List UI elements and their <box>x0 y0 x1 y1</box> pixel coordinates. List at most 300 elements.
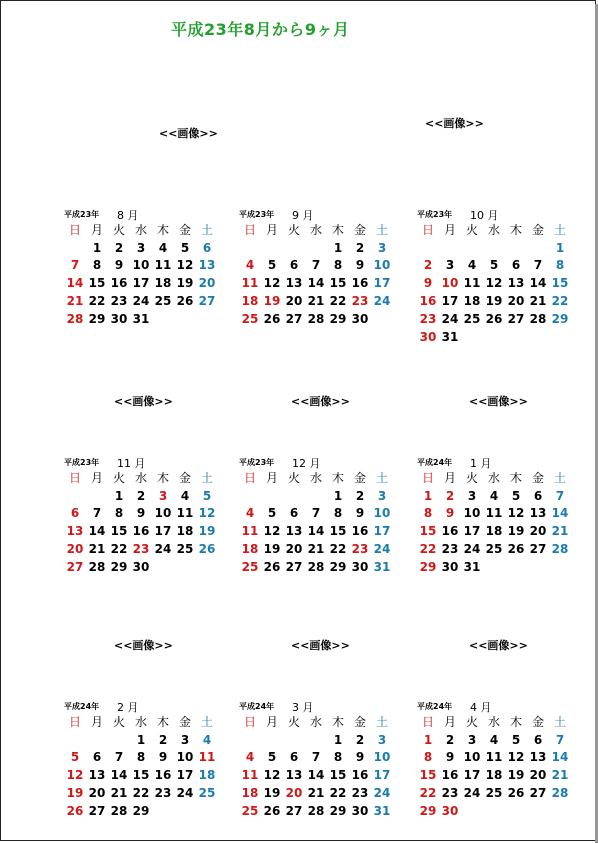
day-cell: 13 <box>285 768 303 783</box>
weekday-label: 木 <box>509 222 522 237</box>
day-cell: 11 <box>485 506 503 521</box>
week-row <box>64 766 222 784</box>
weekday-header-row <box>417 221 575 239</box>
day-cell: 10 <box>463 750 481 765</box>
weekday-label: 金 <box>531 470 544 485</box>
calendar-month: 4 月 <box>470 701 492 714</box>
day-cell: 20 <box>529 768 547 783</box>
day-cell: 8 <box>333 750 343 765</box>
day-cell: 5 <box>267 750 277 765</box>
calendar-month: 10 月 <box>470 209 499 222</box>
day-cell: 9 <box>355 506 365 521</box>
image-placeholder: <<画像>> <box>114 639 173 652</box>
day-cell: 10 <box>176 750 194 765</box>
day-cell: 1 <box>333 240 343 255</box>
day-cell: 30 <box>441 559 459 574</box>
day-cell: 1 <box>92 240 102 255</box>
week-row <box>239 310 397 328</box>
weekday-label: 金 <box>178 470 191 485</box>
calendar-era: 平成23年 <box>239 458 275 467</box>
weekday-label: 月 <box>443 714 456 729</box>
day-cell: 12 <box>507 750 525 765</box>
day-cell: 18 <box>463 294 481 309</box>
week-row <box>64 505 222 523</box>
day-cell: 24 <box>463 542 481 557</box>
calendar-month: 2 月 <box>117 701 139 714</box>
day-cell: 9 <box>355 750 365 765</box>
day-cell: 20 <box>529 524 547 539</box>
weekday-header-row <box>417 469 575 487</box>
day-cell: 5 <box>489 258 499 273</box>
week-row <box>417 310 575 328</box>
week-row <box>64 239 222 257</box>
day-cell: 5 <box>180 240 190 255</box>
weekday-label: 月 <box>90 470 103 485</box>
day-cell: 1 <box>114 488 124 503</box>
day-cell: 10 <box>154 506 172 521</box>
day-cell: 4 <box>245 506 255 521</box>
weekday-label: 日 <box>68 470 81 485</box>
day-cell: 9 <box>445 506 455 521</box>
day-cell: 10 <box>373 750 391 765</box>
month-calendar <box>239 207 397 328</box>
weekday-label: 水 <box>487 714 500 729</box>
image-placeholder: <<画像>> <box>159 127 218 140</box>
weekday-header-row <box>239 469 397 487</box>
weekday-label: 火 <box>287 714 300 729</box>
week-row <box>239 274 397 292</box>
day-cell: 29 <box>132 803 150 818</box>
week-row <box>64 274 222 292</box>
weekday-label: 木 <box>509 470 522 485</box>
day-cell: 12 <box>198 506 216 521</box>
day-cell: 3 <box>377 240 387 255</box>
day-cell: 15 <box>110 524 128 539</box>
day-cell: 15 <box>88 276 106 291</box>
day-cell: 1 <box>423 488 433 503</box>
day-cell: 22 <box>419 542 437 557</box>
day-cell: 1 <box>555 240 565 255</box>
day-cell: 23 <box>132 542 150 557</box>
day-cell: 13 <box>88 768 106 783</box>
day-cell: 16 <box>351 768 369 783</box>
calendar-header <box>417 699 575 713</box>
day-cell: 8 <box>423 750 433 765</box>
day-cell: 27 <box>529 542 547 557</box>
weekday-label: 火 <box>112 470 125 485</box>
day-cell: 19 <box>485 294 503 309</box>
day-cell: 10 <box>132 258 150 273</box>
day-cell: 26 <box>507 786 525 801</box>
weekday-label: 火 <box>465 222 478 237</box>
day-cell: 27 <box>507 311 525 326</box>
day-cell: 14 <box>307 276 325 291</box>
weekday-label: 火 <box>465 714 478 729</box>
day-cell: 3 <box>158 488 168 503</box>
calendar-era: 平成24年 <box>417 702 453 711</box>
day-cell: 5 <box>511 732 521 747</box>
day-cell: 20 <box>88 786 106 801</box>
weekday-label: 金 <box>353 714 366 729</box>
weekday-label: 月 <box>443 222 456 237</box>
day-cell: 9 <box>445 750 455 765</box>
day-cell: 26 <box>263 559 281 574</box>
day-cell: 2 <box>355 240 365 255</box>
weekday-header-row <box>417 713 575 731</box>
day-cell: 27 <box>285 803 303 818</box>
day-cell: 9 <box>114 258 124 273</box>
day-cell: 3 <box>180 732 190 747</box>
day-cell: 18 <box>154 276 172 291</box>
week-row <box>417 540 575 558</box>
weekday-label: 月 <box>265 222 278 237</box>
day-cell: 2 <box>136 488 146 503</box>
calendar-header <box>64 455 222 469</box>
day-cell: 18 <box>198 768 216 783</box>
day-cell: 29 <box>88 311 106 326</box>
day-cell: 29 <box>419 803 437 818</box>
page-title: 平成23年8月から9ヶ月 <box>171 20 350 39</box>
calendar-header <box>239 455 397 469</box>
image-placeholder: <<画像>> <box>425 117 484 130</box>
week-row <box>239 505 397 523</box>
day-cell: 21 <box>529 294 547 309</box>
day-cell: 11 <box>241 276 259 291</box>
day-cell: 6 <box>533 732 543 747</box>
day-cell: 18 <box>176 524 194 539</box>
calendar-month: 11 月 <box>117 457 146 470</box>
day-cell: 10 <box>373 258 391 273</box>
day-cell: 13 <box>285 276 303 291</box>
day-cell: 12 <box>263 524 281 539</box>
day-cell: 17 <box>373 768 391 783</box>
day-cell: 11 <box>198 750 216 765</box>
day-cell: 20 <box>285 786 303 801</box>
week-row <box>239 292 397 310</box>
image-placeholder: <<画像>> <box>469 395 528 408</box>
day-cell: 4 <box>245 750 255 765</box>
day-cell: 16 <box>154 768 172 783</box>
day-cell: 11 <box>241 768 259 783</box>
weekday-label: 金 <box>353 470 366 485</box>
day-cell: 14 <box>529 276 547 291</box>
day-cell: 8 <box>136 750 146 765</box>
day-cell: 18 <box>485 524 503 539</box>
day-cell: 27 <box>66 559 84 574</box>
day-cell: 18 <box>241 294 259 309</box>
weekday-label: 水 <box>134 714 147 729</box>
day-cell: 30 <box>419 329 437 344</box>
weekday-label: 金 <box>178 714 191 729</box>
day-cell: 6 <box>511 258 521 273</box>
day-cell: 19 <box>66 786 84 801</box>
day-cell: 9 <box>158 750 168 765</box>
day-cell: 21 <box>88 542 106 557</box>
weekday-label: 金 <box>353 222 366 237</box>
day-cell: 31 <box>132 311 150 326</box>
week-row <box>239 239 397 257</box>
day-cell: 22 <box>329 542 347 557</box>
weekday-label: 日 <box>68 714 81 729</box>
day-cell: 23 <box>351 294 369 309</box>
weekday-label: 水 <box>309 470 322 485</box>
day-cell: 12 <box>263 276 281 291</box>
day-cell: 10 <box>441 276 459 291</box>
day-cell: 12 <box>263 768 281 783</box>
weekday-label: 月 <box>90 714 103 729</box>
day-cell: 7 <box>555 732 565 747</box>
day-cell: 25 <box>241 559 259 574</box>
day-cell: 29 <box>551 311 569 326</box>
day-cell: 17 <box>373 524 391 539</box>
day-cell: 7 <box>311 506 321 521</box>
day-cell: 26 <box>176 294 194 309</box>
weekday-label: 土 <box>375 222 388 237</box>
week-row <box>239 522 397 540</box>
weekday-label: 水 <box>487 222 500 237</box>
day-cell: 16 <box>110 276 128 291</box>
weekday-label: 金 <box>531 222 544 237</box>
day-cell: 23 <box>351 786 369 801</box>
day-cell: 25 <box>485 786 503 801</box>
day-cell: 6 <box>92 750 102 765</box>
day-cell: 1 <box>333 488 343 503</box>
weekday-label: 木 <box>331 222 344 237</box>
day-cell: 27 <box>88 803 106 818</box>
day-cell: 17 <box>154 524 172 539</box>
day-cell: 15 <box>329 524 347 539</box>
week-row <box>417 292 575 310</box>
week-row <box>64 257 222 275</box>
day-cell: 14 <box>551 506 569 521</box>
weekday-label: 土 <box>200 222 213 237</box>
day-cell: 30 <box>351 803 369 818</box>
day-cell: 11 <box>176 506 194 521</box>
day-cell: 13 <box>198 258 216 273</box>
day-cell: 31 <box>441 329 459 344</box>
calendar-era: 平成23年 <box>417 210 453 219</box>
weekday-label: 木 <box>509 714 522 729</box>
day-cell: 30 <box>110 311 128 326</box>
day-cell: 17 <box>132 276 150 291</box>
day-cell: 27 <box>285 559 303 574</box>
day-cell: 30 <box>351 559 369 574</box>
day-cell: 7 <box>555 488 565 503</box>
day-cell: 7 <box>533 258 543 273</box>
day-cell: 21 <box>66 294 84 309</box>
day-cell: 10 <box>373 506 391 521</box>
weekday-label: 土 <box>200 714 213 729</box>
week-row <box>239 802 397 820</box>
week-row <box>417 731 575 749</box>
day-cell: 31 <box>373 803 391 818</box>
day-cell: 14 <box>307 768 325 783</box>
weekday-header-row <box>64 469 222 487</box>
weekday-label: 金 <box>178 222 191 237</box>
day-cell: 3 <box>377 488 387 503</box>
weekday-label: 土 <box>553 714 566 729</box>
weekday-label: 日 <box>68 222 81 237</box>
day-cell: 31 <box>373 559 391 574</box>
day-cell: 22 <box>329 294 347 309</box>
day-cell: 8 <box>92 258 102 273</box>
weekday-label: 金 <box>531 714 544 729</box>
day-cell: 16 <box>441 768 459 783</box>
weekday-label: 日 <box>421 714 434 729</box>
day-cell: 19 <box>263 542 281 557</box>
day-cell: 17 <box>441 294 459 309</box>
day-cell: 14 <box>88 524 106 539</box>
day-cell: 30 <box>351 311 369 326</box>
image-placeholder: <<画像>> <box>114 395 173 408</box>
week-row <box>417 239 575 257</box>
day-cell: 2 <box>445 732 455 747</box>
day-cell: 28 <box>307 311 325 326</box>
weekday-label: 火 <box>287 222 300 237</box>
day-cell: 3 <box>377 732 387 747</box>
day-cell: 4 <box>489 488 499 503</box>
weekday-label: 水 <box>134 470 147 485</box>
day-cell: 14 <box>551 750 569 765</box>
day-cell: 5 <box>267 258 277 273</box>
day-cell: 3 <box>467 488 477 503</box>
weekday-label: 土 <box>553 470 566 485</box>
day-cell: 19 <box>263 786 281 801</box>
week-row <box>239 257 397 275</box>
day-cell: 19 <box>176 276 194 291</box>
day-cell: 8 <box>333 506 343 521</box>
week-row <box>239 540 397 558</box>
day-cell: 23 <box>419 311 437 326</box>
day-cell: 17 <box>463 524 481 539</box>
day-cell: 20 <box>507 294 525 309</box>
day-cell: 5 <box>511 488 521 503</box>
day-cell: 23 <box>110 294 128 309</box>
weekday-label: 木 <box>331 714 344 729</box>
calendar-era: 平成24年 <box>417 458 453 467</box>
weekday-label: 土 <box>375 714 388 729</box>
day-cell: 16 <box>351 524 369 539</box>
day-cell: 26 <box>263 803 281 818</box>
weekday-label: 月 <box>90 222 103 237</box>
day-cell: 8 <box>555 258 565 273</box>
day-cell: 11 <box>485 750 503 765</box>
day-cell: 27 <box>198 294 216 309</box>
day-cell: 21 <box>307 786 325 801</box>
day-cell: 2 <box>114 240 124 255</box>
week-row <box>417 328 575 346</box>
week-row <box>64 540 222 558</box>
day-cell: 26 <box>198 542 216 557</box>
day-cell: 19 <box>507 524 525 539</box>
day-cell: 6 <box>70 506 80 521</box>
day-cell: 17 <box>373 276 391 291</box>
calendar-month: 9 月 <box>292 209 314 222</box>
calendar-month: 8 月 <box>117 209 139 222</box>
day-cell: 29 <box>329 311 347 326</box>
calendar-era: 平成23年 <box>64 210 100 219</box>
day-cell: 4 <box>180 488 190 503</box>
weekday-label: 月 <box>265 470 278 485</box>
day-cell: 16 <box>132 524 150 539</box>
day-cell: 13 <box>285 524 303 539</box>
week-row <box>239 766 397 784</box>
day-cell: 28 <box>307 559 325 574</box>
calendar-header <box>239 207 397 221</box>
weekday-label: 土 <box>200 470 213 485</box>
day-cell: 22 <box>419 786 437 801</box>
day-cell: 11 <box>241 524 259 539</box>
day-cell: 22 <box>132 786 150 801</box>
calendar-header <box>239 699 397 713</box>
day-cell: 20 <box>285 294 303 309</box>
day-cell: 3 <box>445 258 455 273</box>
week-row <box>417 487 575 505</box>
day-cell: 4 <box>245 258 255 273</box>
week-row <box>64 731 222 749</box>
weekday-label: 木 <box>156 470 169 485</box>
day-cell: 24 <box>132 294 150 309</box>
day-cell: 16 <box>419 294 437 309</box>
day-cell: 6 <box>533 488 543 503</box>
day-cell: 25 <box>198 786 216 801</box>
day-cell: 8 <box>333 258 343 273</box>
day-cell: 2 <box>355 488 365 503</box>
weekday-header-row <box>239 221 397 239</box>
day-cell: 19 <box>507 768 525 783</box>
day-cell: 18 <box>485 768 503 783</box>
weekday-header-row <box>64 713 222 731</box>
day-cell: 16 <box>441 524 459 539</box>
image-placeholder: <<画像>> <box>291 639 350 652</box>
day-cell: 6 <box>289 750 299 765</box>
day-cell: 13 <box>529 506 547 521</box>
day-cell: 19 <box>198 524 216 539</box>
day-cell: 15 <box>329 276 347 291</box>
weekday-label: 日 <box>421 222 434 237</box>
calendar-era: 平成23年 <box>64 458 100 467</box>
day-cell: 11 <box>463 276 481 291</box>
day-cell: 7 <box>311 750 321 765</box>
day-cell: 19 <box>263 294 281 309</box>
day-cell: 2 <box>445 488 455 503</box>
weekday-header-row <box>239 713 397 731</box>
weekday-label: 水 <box>487 470 500 485</box>
day-cell: 22 <box>88 294 106 309</box>
day-cell: 4 <box>202 732 212 747</box>
day-cell: 28 <box>66 311 84 326</box>
day-cell: 26 <box>263 311 281 326</box>
day-cell: 25 <box>154 294 172 309</box>
month-calendar <box>64 455 222 576</box>
week-row <box>64 522 222 540</box>
week-row <box>417 522 575 540</box>
day-cell: 5 <box>202 488 212 503</box>
day-cell: 31 <box>463 559 481 574</box>
weekday-label: 土 <box>375 470 388 485</box>
calendar-header <box>417 207 575 221</box>
weekday-label: 水 <box>309 714 322 729</box>
day-cell: 12 <box>176 258 194 273</box>
day-cell: 23 <box>154 786 172 801</box>
day-cell: 4 <box>489 732 499 747</box>
week-row <box>417 784 575 802</box>
day-cell: 8 <box>114 506 124 521</box>
day-cell: 5 <box>70 750 80 765</box>
week-row <box>417 802 575 820</box>
weekday-label: 火 <box>112 714 125 729</box>
day-cell: 30 <box>132 559 150 574</box>
